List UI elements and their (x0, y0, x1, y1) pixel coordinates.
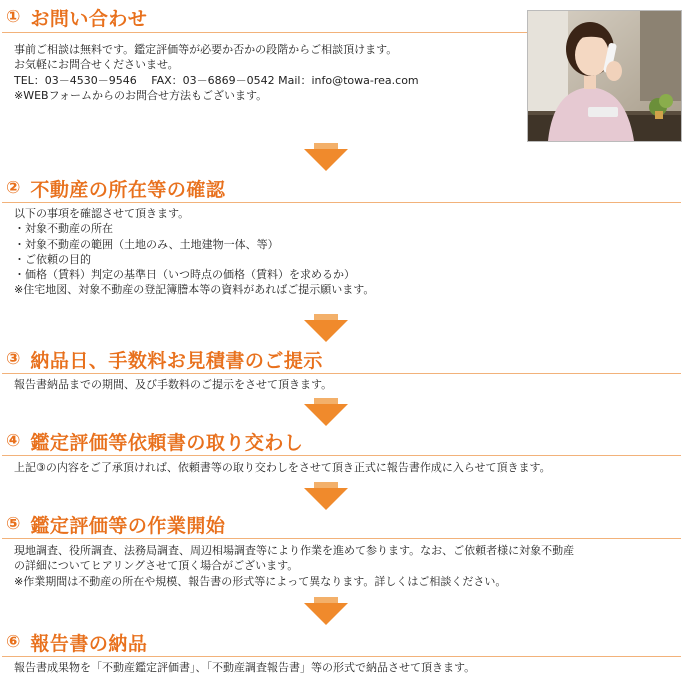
heading-divider (2, 656, 681, 657)
description-line: 上記③の内容をご了承頂ければ、依頼書等の取り交わしをさせて頂き正式に報告書作成に入らせて頂きます。 (14, 461, 551, 474)
heading-divider (2, 538, 681, 539)
checklist-item: ・対象不動産の範囲（土地のみ、土地建物一体、等） (14, 237, 279, 251)
down-arrow-icon (304, 597, 348, 625)
contact-line: TEL：03－4530－9546 FAX：03－6869－0542 Mail：info@towa-rea.com (14, 73, 419, 87)
receptionist-photo (527, 10, 682, 142)
checklist-item: ・価格（賃料）判定の基準日（いつ時点の価格（賃料）を求めるか） (14, 268, 355, 282)
step-title: 鑑定評価等依頼書の取り交わし (30, 431, 304, 454)
step-number: ③ (6, 349, 21, 369)
step-1-heading (6, 4, 147, 30)
description-note: ※作業期間は不動産の所在や規模、報告書の形式等によって異なります。詳しくはご相談ください。 (14, 574, 507, 588)
description-line: お気軽にお問合せくださいませ。 (14, 58, 179, 72)
step-number: ⑥ (6, 632, 21, 652)
step-6-description (14, 660, 475, 675)
step-number: ⑤ (6, 514, 21, 534)
step-1-description (14, 42, 419, 103)
checklist-item: ・ご依頼の目的 (14, 252, 91, 266)
step-number: ② (6, 178, 21, 198)
down-arrow-icon (304, 143, 348, 171)
step-4-heading (6, 428, 303, 454)
description-line: 報告書納品までの期間、及び手数料のご提示をさせて頂きます。 (14, 378, 333, 391)
checklist-item: ・対象不動産の所在 (14, 222, 113, 236)
down-arrow-icon (304, 398, 348, 426)
step-5-heading (6, 511, 225, 537)
step-6-heading (6, 629, 147, 655)
step-2-heading (6, 175, 225, 201)
description-line: 現地調査、役所調査、法務局調査、周辺相場調査等により作業を進めて参ります。なお、ご依頼者様に対象不動産 (14, 544, 575, 557)
step-title: 報告書の納品 (30, 632, 148, 655)
description-line: 事前ご相談は無料です。鑑定評価等が必要か否かの段階からご相談頂けます。 (14, 43, 398, 56)
down-arrow-icon (304, 314, 348, 342)
heading-divider (2, 455, 681, 456)
step-number: ① (6, 7, 21, 27)
step-3-heading (6, 346, 323, 372)
heading-divider (2, 202, 681, 203)
heading-divider (2, 373, 681, 374)
step-5-description (14, 543, 574, 589)
down-arrow-icon (304, 482, 348, 510)
step-4-description (14, 460, 551, 475)
description-line: 以下の事項を確認させて頂きます。 (14, 207, 190, 220)
description-line: 報告書成果物を「不動産鑑定評価書」、「不動産調査報告書」等の形式で納品させて頂きます。 (14, 661, 476, 674)
description-line: の詳細についてヒアリングさせて頂く場合がございます。 (14, 559, 299, 573)
receptionist-illustration (528, 11, 681, 141)
description-line: ※WEBフォームからのお問合せ方法もございます。 (14, 88, 268, 102)
step-number: ④ (6, 431, 21, 451)
step-2-description (14, 206, 374, 298)
step-title: 納品日、手数料お見積書のご提示 (30, 349, 323, 372)
step-3-description (14, 377, 332, 392)
step-title: 鑑定評価等の作業開始 (30, 514, 226, 537)
step-title: お問い合わせ (30, 7, 148, 30)
description-note: ※住宅地図、対象不動産の登記簿謄本等の資料があればご提示願います。 (14, 283, 375, 297)
step-title: 不動産の所在等の確認 (30, 178, 226, 201)
